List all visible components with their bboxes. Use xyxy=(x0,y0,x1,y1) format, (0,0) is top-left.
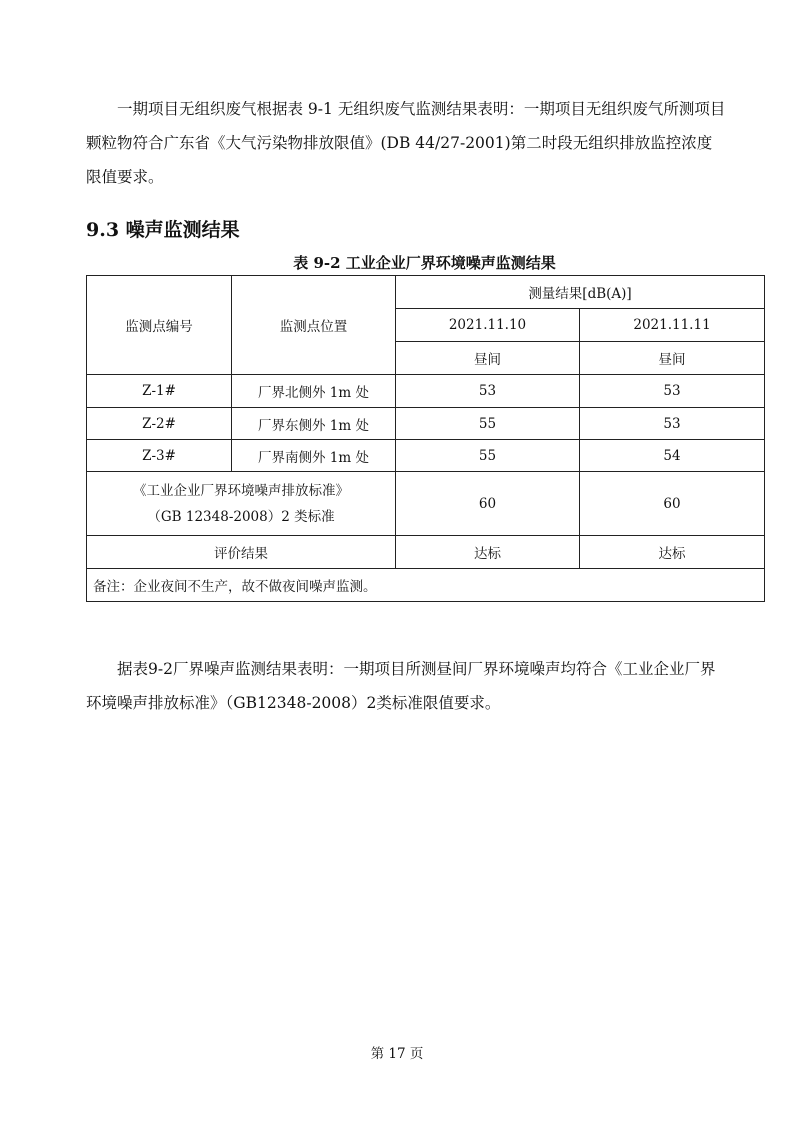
header-date-2: 2021.11.11 xyxy=(580,309,765,342)
header-period-2: 昼间 xyxy=(580,342,765,375)
evaluation-label: 评价结果 xyxy=(87,536,396,569)
cell-value-day2: 53 xyxy=(580,375,765,408)
cell-point-location: 厂界北侧外 1m 处 xyxy=(232,375,396,408)
cell-value-day1: 53 xyxy=(396,375,580,408)
paragraph-waste-gas-conclusion xyxy=(86,92,726,194)
standard-line-2: （GB 12348-2008）2 类标准 xyxy=(147,508,335,525)
cell-point-id: Z-3# xyxy=(87,440,232,472)
table-row xyxy=(87,408,765,440)
table-row xyxy=(87,375,765,408)
table-caption: 表 9-2 工业企业厂界环境噪声监测结果 xyxy=(293,254,556,272)
evaluation-row xyxy=(87,536,765,569)
standard-value-day1: 60 xyxy=(396,472,580,536)
noise-results-table xyxy=(86,275,765,602)
paragraph-noise-conclusion xyxy=(86,652,726,720)
header-point-location: 监测点位置 xyxy=(232,276,396,375)
header-date-1: 2021.11.10 xyxy=(396,309,580,342)
section-heading: 9.3 噪声监测结果 xyxy=(86,219,240,241)
cell-point-id: Z-2# xyxy=(87,408,232,440)
note-row xyxy=(87,569,765,602)
paragraph-text: 一期项目无组织废气根据表 9-1 无组织废气监测结果表明：一期项目无组织废气所测项目颗粒物符合广东省《大气污染物排放限值》(DB 44/27-2001)第二时段无组织排放监控浓度限值要求。 xyxy=(86,100,726,186)
cell-value-day2: 53 xyxy=(580,408,765,440)
standard-line-1: 《工业企业厂界环境噪声排放标准》 xyxy=(133,482,349,499)
evaluation-value-day1: 达标 xyxy=(396,536,580,569)
standard-label xyxy=(87,472,396,536)
table-row xyxy=(87,440,765,472)
cell-value-day1: 55 xyxy=(396,408,580,440)
page-number: 第 17 页 xyxy=(370,1046,424,1062)
header-point-id: 监测点编号 xyxy=(87,276,232,375)
cell-point-location: 厂界南侧外 1m 处 xyxy=(232,440,396,472)
cell-value-day2: 54 xyxy=(580,440,765,472)
header-row xyxy=(87,276,765,309)
standard-row xyxy=(87,472,765,536)
evaluation-value-day2: 达标 xyxy=(580,536,765,569)
standard-value-day2: 60 xyxy=(580,472,765,536)
cell-point-id: Z-1# xyxy=(87,375,232,408)
header-result-group: 测量结果[dB(A)] xyxy=(396,276,765,309)
header-period-1: 昼间 xyxy=(396,342,580,375)
paragraph-text: 据表9-2厂界噪声监测结果表明：一期项目所测昼间厂界环境噪声均符合《工业企业厂界环境噪声排放标准》（GB12348-2008）2类标准限值要求。 xyxy=(86,660,716,712)
cell-value-day1: 55 xyxy=(396,440,580,472)
cell-point-location: 厂界东侧外 1m 处 xyxy=(232,408,396,440)
table-note: 备注：企业夜间不生产，故不做夜间噪声监测。 xyxy=(87,569,765,602)
